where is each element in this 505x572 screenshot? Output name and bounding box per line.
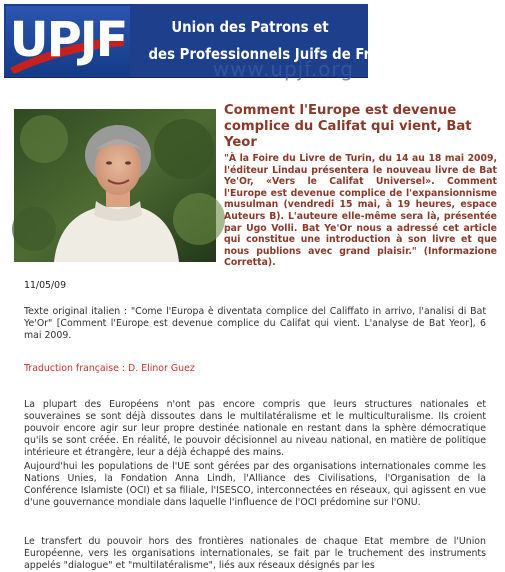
body-paragraph-3: Le transfert du pouvoir hors des frontières nationales de chaque Etat membre de l'Union Européenne, vers les organisations internationales, se fait par le truchement des instruments appelés "dialogue" et "multilatéralisme", liés aux réseaux désignés par les bbox=[24, 536, 486, 571]
article-intro: "À la Foire du Livre de Turin, du 14 au 18 mai 2009, l'éditeur Lindau présentera le nouveau livre de Bat Ye'Or, «Vers le Califat Universel». Comment l'Europe est devenue complice de l'expansionnisme musulman (vendredi 15 mai, à 19 heures, espace Auteurs B). L'auteure elle-même sera là, présentée par Ugo Volli. Bat Ye'Or nous a adressé cet article qui constitue une introduction à son livre et que nous publions avec grand plaisir." (Informazione Corretta). bbox=[224, 153, 497, 269]
site-banner[interactable] bbox=[4, 4, 406, 81]
translator-credit: Traduction française : D. Elinor Guez bbox=[24, 363, 195, 374]
banner-title-line1: Union des Patrons et bbox=[171, 18, 329, 36]
author-photo bbox=[14, 109, 216, 262]
banner-watermark: www.upjf.org bbox=[212, 57, 354, 81]
body-paragraph-2: Aujourd'hui les populations de l'UE sont gérées par des organisations internationales comme les Nations Unies, la Fondation Anna Lindh, l'Alliance des Civilisations, l'Organisation de la Conférence Islamiste (OCI) et sa filiale, l'ISESCO, interconnectées en réseaux, qui agissent en vue d'une gouvernance mondiale dans laquelle l'influence de l'OCI prédomine sur l'ONU. bbox=[24, 461, 486, 508]
banner-title-line2: des Professionnels Juifs de France bbox=[148, 45, 406, 63]
article-date: 11/05/09 bbox=[24, 280, 67, 291]
body-paragraph-1: La plupart des Européens n'ont pas encore compris que leurs structures nationales et souveraines se sont déjà dissoutes dans le multilatéralisme et le multiculturalisme. Ils croient pouvoir encore agir sur leur propre destinée nationale en restant dans la sphère démocratique qu'ils se sont créée. En réalité, le pouvoir décisionnel au niveau national, en matière de politique intérieure et étrangère, leur a déjà échappé des mains. bbox=[24, 399, 486, 458]
article-title: Comment l'Europe est devenue complice du Califat qui vient, Bat Yeor bbox=[224, 103, 472, 150]
logo-lettering: UPJF bbox=[9, 12, 127, 68]
upjf-logo bbox=[6, 6, 130, 76]
original-text-reference: Texte original italien : "Come l'Europa è diventata complice del Califfato in arrivo, l'analisi di Bat Ye'Or" [Comment l'Europe est devenue complice du Califat qui vient. L'analyse de Bat Yeor], 6 mai 2009. bbox=[24, 306, 486, 341]
